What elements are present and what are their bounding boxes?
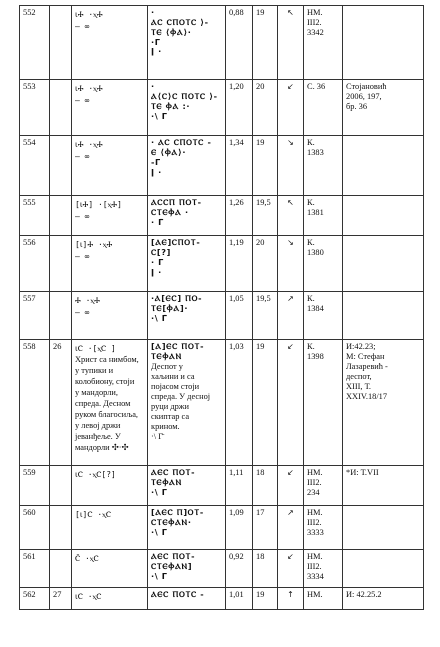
note-line: Лазаревић -	[346, 362, 388, 372]
weight-value: 1,11	[229, 468, 244, 477]
weight-value: 1,19	[229, 238, 244, 247]
obverse-description-line: у тупики и	[75, 365, 114, 375]
reverse-description-line: спреда. У десној	[151, 391, 211, 401]
weight-value: 1,09	[229, 508, 244, 517]
weight-cell	[226, 340, 253, 466]
note-cell	[343, 466, 424, 506]
source-line: НМ.	[307, 552, 323, 561]
type-number-cell	[50, 80, 72, 136]
source-line: 1381	[307, 208, 324, 218]
diameter-value: 17	[256, 508, 265, 517]
note-line: 2006, 197,	[346, 92, 382, 102]
catalog-number-cell	[20, 236, 50, 292]
source-line: 1380	[307, 248, 324, 258]
obverse-cell	[72, 506, 148, 550]
source-cell	[304, 196, 343, 236]
source-line: III2.	[307, 562, 322, 572]
source-cell	[304, 340, 343, 466]
obverse-legend-line: [ꙇⰀ] ·[ⲭⰀ]	[75, 200, 122, 209]
reverse-cell	[148, 80, 226, 136]
reverse-legend-line: ⲦⲈ ⟨ⲪⲀ⟩·	[151, 26, 192, 37]
obverse-legend-line: ꙇⲤ ·[ⲭⲤ ]	[75, 344, 116, 353]
reverse-legend-line: ⲀⲈⲤ ⲠⲞⲦⲤ -	[151, 589, 205, 599]
reverse-legend-line: ⲀⲈⲤ ⲠⲞⲦ-	[151, 551, 196, 561]
type-number-cell	[50, 340, 72, 466]
diameter-value: 19	[256, 138, 265, 147]
note-cell	[343, 6, 424, 80]
catalog-number-cell	[20, 80, 50, 136]
reverse-description-line: појасом стоји	[151, 381, 200, 391]
weight-value: 1,01	[229, 590, 244, 599]
reverse-legend-line: ·\ Γ̄	[151, 312, 168, 323]
table-row	[20, 466, 424, 506]
diameter-cell	[253, 80, 278, 136]
die-axis-arrow-icon: ↙	[287, 468, 294, 477]
weight-value: 1,03	[229, 342, 244, 351]
source-cell	[304, 80, 343, 136]
obverse-legend-line: – ∞	[75, 211, 90, 221]
die-axis-arrow-icon: ↗	[287, 508, 294, 517]
source-line: К.	[307, 342, 315, 351]
obverse-description-line: колобиону, стоји	[75, 376, 135, 386]
source-cell	[304, 6, 343, 80]
obverse-legend-line: ꙇⲤ ·ⲭⲤ[?]	[75, 470, 116, 479]
coin-catalog-table	[19, 5, 424, 610]
reverse-legend-line: ⲦⲈⲪⲀⲚ	[151, 350, 182, 361]
catalog-number: 557	[23, 294, 36, 303]
source-line: 234	[307, 488, 320, 498]
obverse-legend-line: ꙇⰀ ·ⲭⰀ	[75, 10, 103, 19]
note-cell	[343, 196, 424, 236]
obverse-legend-line: – ∞	[75, 307, 90, 317]
source-cell	[304, 588, 343, 610]
catalog-number-cell	[20, 196, 50, 236]
note-line: И:42.23;	[346, 342, 376, 351]
reverse-cell	[148, 550, 226, 588]
note-cell	[343, 136, 424, 196]
weight-cell	[226, 6, 253, 80]
source-line: III2.	[307, 518, 322, 528]
table-row	[20, 6, 424, 80]
type-number: 26	[53, 342, 62, 351]
source-cell	[304, 236, 343, 292]
catalog-number: 559	[23, 468, 36, 477]
obverse-description-line: у мандорли,	[75, 387, 119, 397]
die-axis-arrow-icon: ↙	[287, 342, 294, 351]
reverse-legend-line: ⲦⲈ[ⲪⲀ]·	[151, 302, 189, 313]
diameter-cell	[253, 196, 278, 236]
diameter-cell	[253, 6, 278, 80]
diameter-value: 20	[256, 82, 265, 91]
reverse-legend-line: [ⲀⲈⲤ Ⲡ]ⲞⲦ-	[151, 507, 204, 517]
source-cell	[304, 466, 343, 506]
diameter-value: 19	[256, 342, 265, 351]
die-axis-cell	[278, 236, 304, 292]
die-axis-cell	[278, 506, 304, 550]
obverse-legend-line: – ∞	[75, 95, 90, 105]
die-axis-arrow-icon: ↙	[287, 82, 294, 91]
die-axis-arrow-icon: ↘	[287, 238, 294, 247]
reverse-legend-line: ·	[151, 81, 155, 91]
source-line: 3334	[307, 572, 324, 582]
reverse-cell	[148, 292, 226, 340]
diameter-cell	[253, 550, 278, 588]
reverse-cell	[148, 196, 226, 236]
reverse-legend-line: ·\ Γ	[151, 526, 168, 537]
reverse-legend-line: -Γ	[151, 156, 161, 167]
reverse-legend-line: [Ⲁ]ⲈⲤ ⲠⲞⲦ-	[151, 341, 205, 351]
diameter-value: 18	[256, 468, 265, 477]
weight-value: 1,20	[229, 82, 244, 91]
obverse-cell	[72, 292, 148, 340]
catalog-number: 558	[23, 342, 36, 351]
note-cell	[343, 506, 424, 550]
obverse-cell	[72, 466, 148, 506]
table-body	[20, 6, 424, 610]
reverse-legend-line: ⲤⲦⲈⲪⲀⲚ·	[151, 516, 192, 527]
reverse-legend-line: Ⲉ ⟨ⲪⲀ⟩·	[151, 146, 187, 157]
reverse-legend-line: · Γ	[151, 256, 164, 267]
catalog-number-cell	[20, 292, 50, 340]
obverse-legend-line: [ꙇ]Ⰰ ·ⲭⰀ	[75, 240, 113, 249]
die-axis-cell	[278, 196, 304, 236]
catalog-number-cell	[20, 340, 50, 466]
note-line: XIII, Т.	[346, 382, 371, 392]
note-line: Стојановић	[346, 82, 387, 91]
source-line: 3333	[307, 528, 324, 538]
note-cell	[343, 236, 424, 292]
reverse-legend-line: ·Γ	[151, 36, 161, 47]
source-line: НМ.	[307, 8, 323, 17]
note-cell	[343, 340, 424, 466]
note-cell	[343, 80, 424, 136]
source-line: С. 36	[307, 82, 326, 91]
catalog-number-cell	[20, 550, 50, 588]
diameter-cell	[253, 466, 278, 506]
diameter-cell	[253, 292, 278, 340]
reverse-legend-line: [ⲀⲈ]ⲤⲠⲞⲦ-	[151, 237, 201, 247]
catalog-number-cell	[20, 506, 50, 550]
catalog-number: 560	[23, 508, 36, 517]
source-line: НМ.	[307, 590, 323, 599]
table-row	[20, 196, 424, 236]
diameter-value: 19,5	[256, 198, 271, 207]
catalog-number: 552	[23, 8, 36, 17]
reverse-legend-line: ·Ⲁ[ⲈⲤ] ⲠⲞ-	[151, 293, 203, 303]
table-row	[20, 236, 424, 292]
die-axis-arrow-icon: ↙	[287, 552, 294, 561]
obverse-legend-line: – ∞	[75, 151, 90, 161]
weight-cell	[226, 588, 253, 610]
weight-cell	[226, 506, 253, 550]
catalog-number-cell	[20, 136, 50, 196]
note-line: XXIV.18/17	[346, 392, 388, 402]
die-axis-cell	[278, 550, 304, 588]
die-axis-arrow-icon: ↘	[287, 138, 294, 147]
reverse-cell	[148, 6, 226, 80]
weight-value: 0,92	[229, 552, 244, 561]
diameter-value: 20	[256, 238, 265, 247]
reverse-description-line: хаљини и са	[151, 371, 195, 381]
source-line: К.	[307, 138, 315, 147]
source-line: К.	[307, 198, 315, 207]
reverse-legend-line: ⲦⲈ ⲪⲀ :·	[151, 100, 191, 111]
obverse-cell	[72, 196, 148, 236]
type-number-cell	[50, 292, 72, 340]
diameter-cell	[253, 236, 278, 292]
diameter-value: 19	[256, 590, 265, 599]
obverse-cell	[72, 340, 148, 466]
die-axis-cell	[278, 80, 304, 136]
table-row	[20, 550, 424, 588]
reverse-legend-line: ǀ ·	[151, 46, 162, 57]
type-number-cell	[50, 6, 72, 80]
source-line: III2.	[307, 18, 322, 28]
diameter-value: 18	[256, 552, 265, 561]
reverse-legend-line: · ⲀⲤ ⲤⲠⲞⲦⲤ -	[151, 137, 212, 147]
die-axis-cell	[278, 292, 304, 340]
reverse-cell	[148, 236, 226, 292]
obverse-legend-line: ꙇⲤ ·ⲭⲤ	[75, 592, 102, 601]
source-line: III2.	[307, 478, 322, 488]
type-number-cell	[50, 506, 72, 550]
obverse-legend-line: [ꙇ]Ⲥ ·ⲭⲤ	[75, 510, 112, 519]
die-axis-cell	[278, 340, 304, 466]
weight-cell	[226, 550, 253, 588]
source-line: 1398	[307, 352, 324, 362]
obverse-legend-line: – ∞	[75, 251, 90, 261]
obverse-description-line: спреда. Десном	[75, 398, 131, 408]
source-line: НМ.	[307, 468, 323, 477]
weight-cell	[226, 80, 253, 136]
obverse-cell	[72, 550, 148, 588]
weight-cell	[226, 466, 253, 506]
diameter-value: 19	[256, 8, 265, 17]
catalog-number: 553	[23, 82, 36, 91]
reverse-description-line: Деспот у	[151, 361, 183, 371]
catalog-number-cell	[20, 6, 50, 80]
obverse-description-line: у левој држи	[75, 421, 121, 431]
note-line: М: Стефан	[346, 352, 385, 362]
reverse-cell	[148, 588, 226, 610]
obverse-cell	[72, 236, 148, 292]
reverse-description-line: скиптар са	[151, 412, 190, 422]
reverse-legend-line: ⲤⲦⲈⲪⲀ ·	[151, 206, 189, 217]
reverse-cell	[148, 466, 226, 506]
obverse-cell	[72, 588, 148, 610]
catalog-number-cell	[20, 466, 50, 506]
catalog-number: 556	[23, 238, 36, 247]
obverse-description-line: јеванђеље. У	[75, 432, 121, 442]
die-axis-arrow-icon: ↖	[287, 198, 294, 207]
reverse-legend-line: ·\ Γ	[151, 570, 168, 581]
source-line: К.	[307, 294, 315, 303]
obverse-legend-line: ꙇⰀ ·ⲭⰀ	[75, 84, 103, 93]
obverse-legend-line: Ⰰ ·ⲭⰀ	[75, 296, 100, 305]
reverse-description-line: руци држи	[151, 402, 190, 411]
weight-value: 0,88	[229, 8, 244, 17]
weight-cell	[226, 136, 253, 196]
reverse-cell	[148, 340, 226, 466]
die-axis-arrow-icon: ↑	[287, 590, 294, 599]
catalog-number: 561	[23, 552, 36, 561]
table-row	[20, 292, 424, 340]
diameter-cell	[253, 588, 278, 610]
type-number-cell	[50, 466, 72, 506]
reverse-description-line: крином.	[151, 422, 180, 432]
note-cell	[343, 292, 424, 340]
type-number-cell	[50, 196, 72, 236]
obverse-cell	[72, 136, 148, 196]
weight-value: 1,26	[229, 198, 244, 207]
die-axis-arrow-icon: ↗	[287, 294, 294, 303]
reverse-legend-line: Ⲁ⟨Ⲥ⟩Ⲥ ⲠⲞⲦⲤ ⟩-	[151, 90, 218, 101]
reverse-legend-line: ⲦⲈⲪⲀⲚ	[151, 476, 182, 487]
source-line: К.	[307, 238, 315, 247]
reverse-legend-line: ·\ Γ	[151, 110, 168, 121]
source-line: 3342	[307, 28, 324, 38]
die-axis-arrow-icon: ↖	[287, 8, 294, 17]
note-line: бр. 36	[346, 102, 368, 112]
reverse-legend-line: ·	[151, 7, 155, 17]
catalog-number-cell	[20, 588, 50, 610]
table-row	[20, 506, 424, 550]
table-row	[20, 588, 424, 610]
obverse-cell	[72, 6, 148, 80]
source-line: НМ.	[307, 508, 323, 517]
reverse-legend-line: Ⲥ[?]	[151, 246, 171, 257]
obverse-cell	[72, 80, 148, 136]
table-row	[20, 340, 424, 466]
reverse-legend-line: · Γ̄	[151, 216, 164, 227]
obverse-legend-line: ꙇⰀ ·ⲭⰀ	[75, 140, 103, 149]
reverse-legend-line: ǀ ·	[151, 266, 162, 277]
diameter-value: 19,5	[256, 294, 271, 303]
weight-cell	[226, 236, 253, 292]
type-number-cell	[50, 550, 72, 588]
table-row	[20, 80, 424, 136]
type-number-cell	[50, 588, 72, 610]
reverse-legend-line: ⲀⲈⲤ ⲠⲞⲦ-	[151, 467, 196, 477]
obverse-description-line: Христ са нимбом,	[75, 354, 139, 364]
note-line: деспот,	[346, 372, 372, 382]
obverse-description-line: мандорли ✣·✣	[75, 443, 129, 453]
reverse-legend-line: ⲀⲤⲤⲠ ⲠⲞⲦ-	[151, 197, 202, 207]
reverse-cell	[148, 506, 226, 550]
source-cell	[304, 136, 343, 196]
obverse-legend-line: Ⲥ̄ ·ⲭⲤ	[75, 554, 99, 563]
reverse-legend-line: ·\ Γ	[151, 486, 168, 497]
type-number-cell	[50, 236, 72, 292]
weight-value: 1,34	[229, 138, 244, 147]
note-line: И: 42.25.2	[346, 590, 382, 599]
source-cell	[304, 292, 343, 340]
weight-cell	[226, 196, 253, 236]
catalog-number: 562	[23, 590, 36, 599]
reverse-legend-line: ⲤⲦⲈⲪⲀⲚ]	[151, 560, 193, 571]
die-axis-cell	[278, 588, 304, 610]
weight-value: 1,05	[229, 294, 244, 303]
type-number-cell	[50, 136, 72, 196]
obverse-legend-line: – ∞	[75, 21, 90, 31]
die-axis-cell	[278, 136, 304, 196]
die-axis-cell	[278, 466, 304, 506]
source-cell	[304, 506, 343, 550]
diameter-cell	[253, 136, 278, 196]
catalog-number: 555	[23, 198, 36, 207]
type-number: 27	[53, 590, 62, 599]
reverse-cell	[148, 136, 226, 196]
reverse-legend-line: ⲀⲤ ⲤⲠⲞⲦⲤ ⟩-	[151, 16, 209, 27]
die-axis-cell	[278, 6, 304, 80]
note-line: *И: Т.VII	[346, 468, 379, 477]
catalog-number: 554	[23, 138, 36, 147]
reverse-description-line: ·\ Γ̄	[151, 432, 164, 442]
note-cell	[343, 550, 424, 588]
diameter-cell	[253, 506, 278, 550]
table-row	[20, 136, 424, 196]
note-cell	[343, 588, 424, 610]
weight-cell	[226, 292, 253, 340]
source-line: 1384	[307, 304, 324, 314]
obverse-description-line: руком благосиља,	[75, 409, 138, 419]
diameter-cell	[253, 340, 278, 466]
source-cell	[304, 550, 343, 588]
source-line: 1383	[307, 148, 324, 158]
reverse-legend-line: ǀ ·	[151, 166, 162, 177]
